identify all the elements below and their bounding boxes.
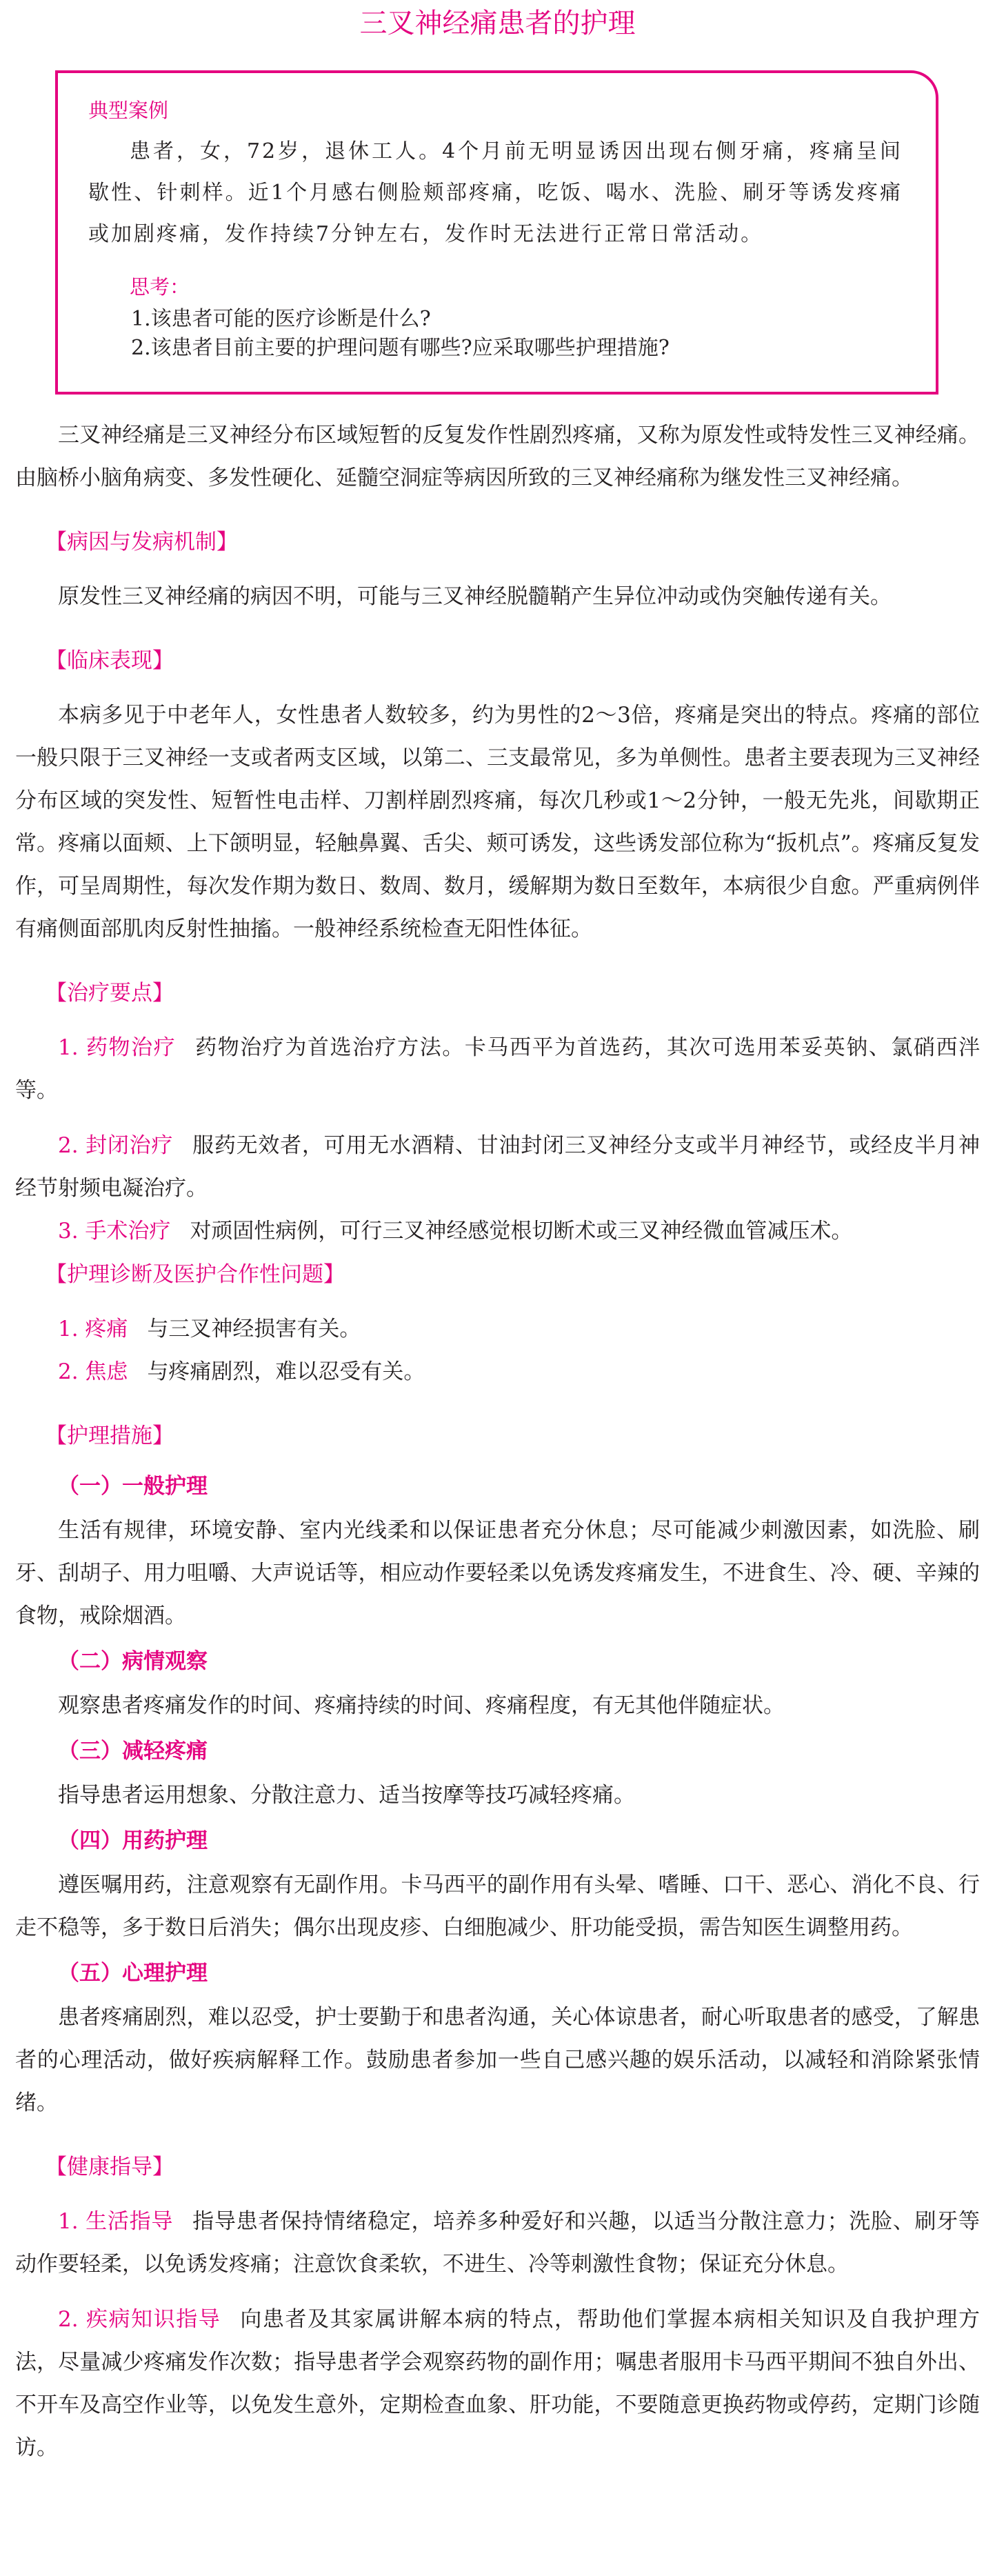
etiology-heading: 【病因与发病机制】	[46, 530, 238, 555]
clinical-paragraph: 本病多见于中老年人，女性患者人数较多，约为男性的2～3倍，疼痛是突出的特点。疼痛的部位一般只限于三叉神经一支或者两支区域，以第二、三支最常见，多为单侧性。患者主要表现为三叉神经分布区域的突发性、短暂性电击样、刀割样剧烈疼痛，每次几秒或1～2分钟，一般无先兆，间歇期正常。疼痛以面颊、上下颌明显，轻触鼻翼、舌尖、颊可诱发，这些诱发部位称为“扳机点”。疼痛反复发作，可呈周期性，每次发作期为数日、数周、数月，缓解期为数日至数年，本病很少自愈。严重病例伴有痛侧面部肌肉反射性抽搐。一般神经系统检查无阳性体征。	[15, 703, 980, 941]
measures-subheading: （三）减轻疼痛	[58, 1739, 208, 1764]
diagnosis-heading: 【护理诊断及医护合作性问题】	[46, 1262, 345, 1287]
health-heading: 【健康指导】	[46, 2155, 174, 2179]
health-item	[15, 2298, 980, 2469]
diagnosis-item	[15, 1308, 980, 1350]
health-keyword: 2. 疾病知识指导	[58, 2307, 221, 2332]
measures-paragraph: 遵医嘱用药，注意观察有无副作用。卡马西平的副作用有头晕、嗜睡、口干、恶心、消化不良、行走不稳等，多于数日后消失；偶尔出现皮疹、白细胞减少、肝功能受损，需告知医生调整用药。	[15, 1873, 980, 1940]
think-label: 思考：	[130, 275, 190, 299]
measures-heading: 【护理措施】	[46, 1424, 174, 1448]
diagnosis-item	[15, 1350, 980, 1393]
measures-subheading: （四）用药护理	[58, 1828, 208, 1853]
page-title: 三叉神经痛患者的护理	[359, 8, 636, 39]
treatment-keyword: 2. 封闭治疗	[58, 1133, 174, 1158]
measures-subheading: （五）心理护理	[58, 1961, 208, 1986]
treatment-text: 药物治疗为首选治疗方法。卡马西平为首选药，其次可选用苯妥英钠、氯硝西泮等。	[15, 1035, 980, 1103]
intro-paragraph: 三叉神经痛是三叉神经分布区域短暂的反复发作性剧烈疼痛，又称为原发性或特发性三叉神经痛。由脑桥小脑角病变、多发性硬化、延髓空洞症等病因所致的三叉神经痛称为继发性三叉神经痛。	[15, 423, 980, 490]
treatment-keyword: 1. 药物治疗	[58, 1035, 177, 1060]
health-text: 向患者及其家属讲解本病的特点，帮助他们掌握本病相关知识及自我护理方法，尽量减少疼痛发作次数；指导患者学会观察药物的副作用；嘱患者服用卡马西平期间不独自外出、不开车及高空作业等，以免发生意外，定期检查血象、肝功能，不要随意更换药物或停药，定期门诊随访。	[15, 2307, 981, 2460]
treatment-item	[15, 1210, 980, 1252]
treatment-text: 对顽固性病例，可行三叉神经感觉根切断术或三叉神经微血管减压术。	[190, 1219, 853, 1244]
diagnosis-keyword: 1. 疼痛	[58, 1317, 128, 1341]
treatment-item	[15, 1026, 980, 1112]
measures-paragraph: 患者疼痛剧烈，难以忍受，护士要勤于和患者沟通，关心体谅患者，耐心听取患者的感受，了解患者的心理活动，做好疾病解释工作。鼓励患者参加一些自己感兴趣的娱乐活动，以减轻和消除紧张情绪。	[15, 2005, 980, 2115]
measures-paragraph: 指导患者运用想象、分散注意力、适当按摩等技巧减轻疼痛。	[58, 1783, 635, 1808]
health-text: 指导患者保持情绪稳定，培养多种爱好和兴趣，以适当分散注意力；洗脸、刷牙等动作要轻柔，以免诱发疼痛；注意饮食柔软，不进生、冷等刺激性食物；保证充分休息。	[15, 2209, 981, 2277]
health-item	[15, 2200, 980, 2286]
measures-paragraph: 生活有规律，环境安静、室内光线柔和以保证患者充分休息；尽可能减少刺激因素，如洗脸、刷牙、刮胡子、用力咀嚼、大声说话等，相应动作要轻柔以免诱发疼痛发生，不进食生、冷、硬、辛辣的食物，戒除烟酒。	[15, 1518, 980, 1628]
etiology-paragraph: 原发性三叉神经痛的病因不明，可能与三叉神经脱髓鞘产生异位冲动或伪突触传递有关。	[58, 584, 892, 609]
diagnosis-text: 与疼痛剧烈，难以忍受有关。	[147, 1359, 425, 1384]
think-question-2: 2.该患者目前主要的护理问题有哪些?应采取哪些护理措施?	[131, 336, 670, 360]
typical-case-box	[55, 70, 938, 395]
treatment-text: 服药无效者，可用无水酒精、甘油封闭三叉神经分支或半月神经节，或经皮半月神经节射频电凝治疗。	[15, 1133, 981, 1201]
diagnosis-text: 与三叉神经损害有关。	[147, 1317, 361, 1341]
measures-subheading: （一）一般护理	[58, 1474, 208, 1499]
treatment-keyword: 3. 手术治疗	[58, 1219, 171, 1244]
diagnosis-keyword: 2. 焦虑	[58, 1359, 128, 1384]
think-question-1: 1.该患者可能的医疗诊断是什么?	[131, 307, 431, 331]
treatment-item	[15, 1124, 980, 1210]
measures-subheading: （二）病情观察	[58, 1649, 208, 1674]
treatment-heading: 【治疗要点】	[46, 981, 174, 1006]
case-text: 患者，女，72岁，退休工人。4个月前无明显诱因出现右侧牙痛，疼痛呈间歇性、针刺样。近1个月感右侧脸颊部疼痛，吃饭、喝水、洗脸、刷牙等诱发疼痛或加剧疼痛，发作持续7分钟左右，发作时无法进行正常日常活动。	[88, 139, 903, 246]
measures-paragraph: 观察患者疼痛发作的时间、疼痛持续的时间、疼痛程度，有无其他伴随症状。	[58, 1693, 785, 1718]
clinical-heading: 【临床表现】	[46, 648, 174, 673]
health-keyword: 1. 生活指导	[58, 2209, 174, 2234]
case-label: 典型案例	[88, 99, 169, 122]
